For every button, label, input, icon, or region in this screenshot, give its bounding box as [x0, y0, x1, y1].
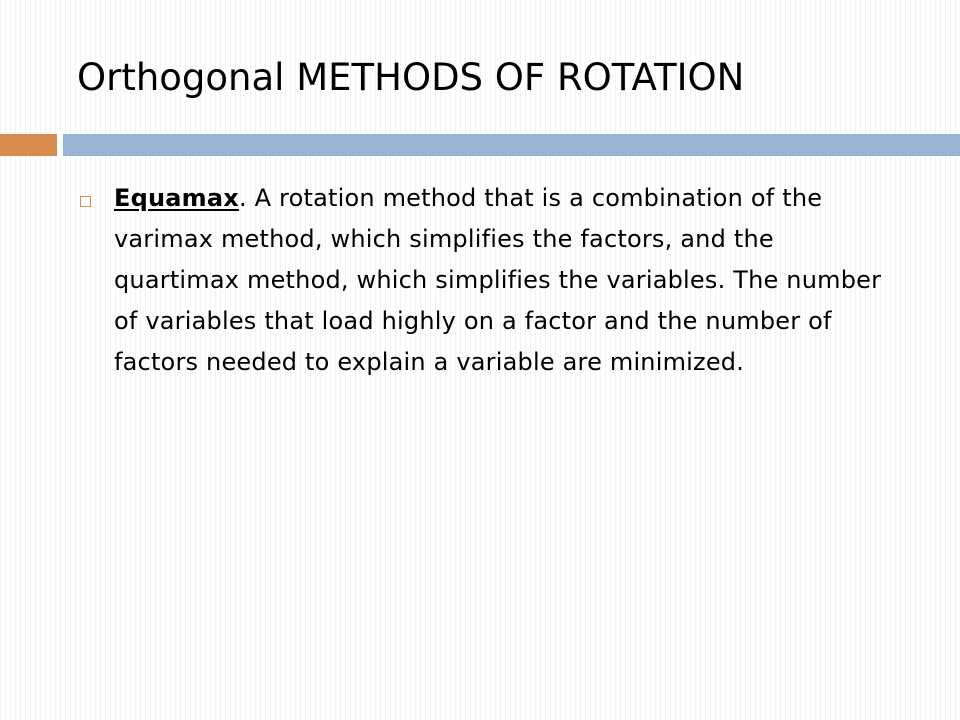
hollow-square-bullet-icon — [80, 196, 91, 207]
slide-title: Orthogonal METHODS OF ROTATION — [77, 56, 745, 99]
bullet-description: . A rotation method that is a combination of the varimax method, which simplifies the factors, and the quartimax method, which simplifies the variables. The number of variables that load highly on a factor and the number of factors needed to explain a variable are minimized. — [114, 184, 882, 376]
bullet-term: Equamax — [114, 184, 239, 212]
title-accent-bar-orange — [0, 134, 57, 156]
title-accent-bar-blue — [63, 134, 960, 156]
bullet-text — [114, 178, 904, 383]
